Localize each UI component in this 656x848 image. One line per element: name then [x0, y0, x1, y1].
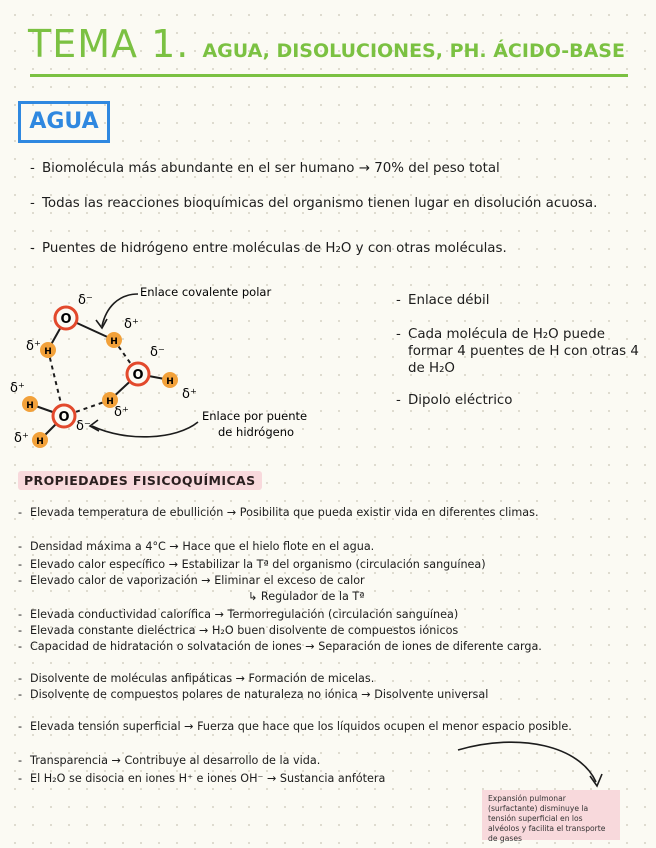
svg-text:O: O [60, 312, 72, 327]
list-item: - Transparencia → Contribuye al desarrollo de la vida. [18, 754, 321, 767]
svg-text:H: H [44, 347, 52, 357]
arrow-head [96, 319, 107, 328]
side-note-four-bonds: - Cada molécula de H₂O puede formar 4 puentes de H con otras 4 de H₂O [396, 327, 639, 376]
hydrogen-atom [162, 372, 178, 388]
svg-text:H: H [166, 377, 174, 387]
callout-arrow [440, 736, 610, 796]
arrow-hbond [92, 422, 198, 437]
arrow-head [90, 420, 99, 431]
svg-text:H: H [36, 437, 44, 447]
bullet-hbonds: - Puentes de hidrógeno entre moléculas de H₂O y con otras moléculas. [30, 241, 507, 256]
title-main: TEMA 1. [28, 22, 190, 66]
partial-charge-minus: δ⁻ [78, 293, 93, 308]
svg-text:H: H [26, 401, 34, 411]
bullet-text: Biomolécula más abundante en el ser humano → 70% del peso total [42, 161, 500, 176]
svg-text:O: O [58, 410, 70, 425]
svg-text:H: H [110, 337, 118, 347]
list-item: - Elevada temperatura de ebullición → Posibilita que pueda existir vida en diferentes climas. [18, 506, 539, 519]
list-item: - Disolvente de compuestos polares de naturaleza no iónica → Disolvente universal [18, 688, 489, 701]
partial-charge-plus: δ⁺ [14, 431, 29, 446]
side-note-text: Enlace débil [408, 293, 490, 308]
partial-charge-plus: δ⁺ [26, 339, 41, 354]
list-item: - Elevada conductividad calorífica → Termorregulación (circulación sanguínea) [18, 608, 459, 621]
svg-text:O: O [132, 368, 144, 383]
oxygen-atom [53, 405, 75, 427]
partial-charge-plus: δ⁺ [124, 317, 139, 332]
partial-charge-plus: δ⁺ [10, 381, 25, 396]
hydrogen-atom [106, 332, 122, 348]
oxygen-atom [127, 363, 149, 385]
section-heading-properties: PROPIEDADES FISICOQUÍMICAS [18, 471, 262, 490]
list-item: - Elevado calor de vaporización → Eliminar el exceso de calor [18, 574, 365, 587]
bullet-reactions: - Todas las reacciones bioquímicas del organismo tienen lugar en disolución acuosa. [30, 196, 598, 211]
list-item-sub: ↳ Regulador de la Tª [248, 590, 365, 603]
hydrogen-atom [32, 432, 48, 448]
title-underline [30, 74, 628, 77]
partial-charge-plus: δ⁺ [114, 405, 129, 420]
hydrogen-atom [40, 342, 56, 358]
list-item: - Elevada constante dieléctrica → H₂O buen disolvente de compuestos iónicos [18, 624, 459, 637]
water-hbond-diagram [6, 280, 356, 455]
side-note-weak-bond: - Enlace débil [396, 293, 490, 308]
partial-charge-minus: δ⁻ [150, 345, 165, 360]
label-covalent-bond: Enlace covalente polar [140, 285, 272, 299]
side-note-dipole: - Dipolo eléctrico [396, 393, 513, 408]
title-subtitle: AGUA, DISOLUCIONES, PH. ÁCIDO-BASE [202, 40, 625, 62]
list-item: - Densidad máxima a 4°C → Hace que el hielo flote en el agua. [18, 540, 375, 553]
side-note-text: Cada molécula de H₂O puede formar 4 puentes de H con otras 4 de H₂O [408, 327, 639, 376]
bullet-abundance: - Biomolécula más abundante en el ser humano → 70% del peso total [30, 161, 500, 176]
oxygen-atom [55, 307, 77, 329]
bullet-text: Puentes de hidrógeno entre moléculas de H₂O y con otras moléculas. [42, 241, 507, 256]
label-hbond-line1: Enlace por puente [202, 409, 308, 423]
page-title [28, 22, 638, 66]
list-item: - Elevada tensión superficial → Fuerza que hace que los líquidos ocupen el menor espacio posible. [18, 720, 572, 733]
list-item: - Capacidad de hidratación o solvatación de iones → Separación de iones de diferente carga. [18, 640, 542, 653]
partial-charge-minus: δ⁻ [76, 419, 91, 434]
list-item: - Disolvente de moléculas anfipáticas → Formación de micelas. [18, 672, 375, 685]
bullet-text: Todas las reacciones bioquímicas del organismo tienen lugar en disolución acuosa. [42, 196, 598, 211]
list-item: - Elevado calor específico → Estabilizar la Tª del organismo (circulación sanguínea) [18, 558, 486, 571]
label-hbond-line2: de hidrógeno [218, 425, 295, 439]
side-note-text: Dipolo eléctrico [408, 393, 513, 408]
section-heading-agua: AGUA [18, 101, 110, 143]
hydrogen-atom [22, 396, 38, 412]
svg-text:H: H [106, 397, 114, 407]
list-item: - El H₂O se disocia en iones H⁺ e iones OH⁻ → Sustancia anfótera [18, 772, 386, 785]
callout-note: Expansión pulmonar (surfactante) disminuye la tensión superficial en los alvéolos y facilita el transporte de gases [482, 790, 620, 840]
partial-charge-plus: δ⁺ [182, 387, 197, 402]
